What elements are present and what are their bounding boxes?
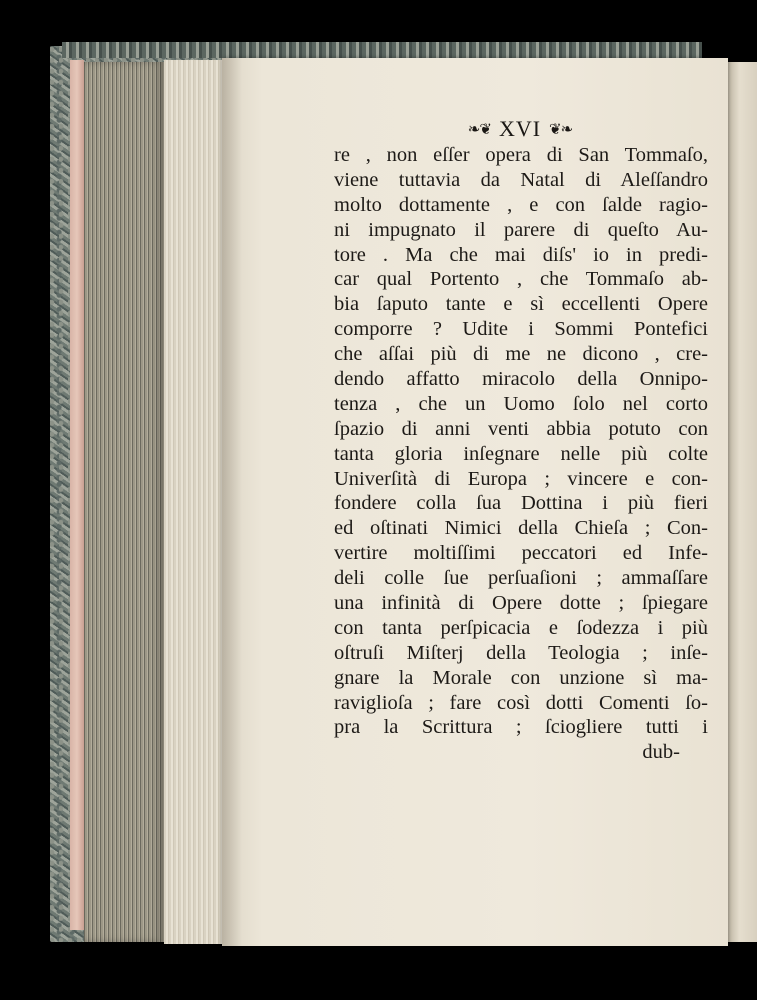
text-line: con tanta perſpicacia e ſodezza i più (334, 616, 708, 639)
facing-page-edge (728, 62, 757, 942)
inner-page-edges (164, 60, 224, 944)
cover-top-edge (62, 42, 702, 58)
text-line: ed oſtinati Nimici della Chieſa ; Con- (334, 517, 708, 540)
text-line: vertire moltiſſimi peccatori ed Infe- (334, 542, 708, 565)
text-line: car qual Portento , che Tommaſo ab- (334, 268, 708, 291)
text-line: tanta gloria inſegnare nelle più colte (334, 442, 708, 465)
text-line: una infinità di Opere dotte ; ſpiegare (334, 592, 708, 615)
text-line: fondere colla ſua Dottina i più fieri (334, 492, 708, 515)
page-number: XVI (498, 116, 542, 141)
gutter-shadow (222, 58, 242, 946)
page-edge-tint (70, 60, 84, 930)
running-head (452, 116, 588, 142)
text-line: Univerſità di Europa ; vincere e con- (334, 467, 708, 490)
text-line: viene tuttavia da Natal di Aleſſandro (334, 168, 708, 191)
catchword: dub- (642, 741, 680, 764)
text-line: tenza , che un Uomo ſolo nel corto (334, 392, 708, 415)
text-line: ni impugnato il parere di queſto Au- (334, 218, 708, 241)
text-line: bia ſaputo tante e sì eccellenti Opere (334, 293, 708, 316)
text-line: comporre ? Udite i Sommi Pontefici (334, 318, 708, 341)
text-line: gnare la Morale con unzione sì ma- (334, 666, 708, 689)
ornament-left-icon: ❧❦ (467, 120, 491, 138)
text-line: molto dottamente , e con ſalde ragio- (334, 193, 708, 216)
text-line: tore . Ma che mai diſs' io in predi- (334, 243, 708, 266)
body-text (334, 143, 708, 765)
text-line: re , non eſſer opera di San Tommaſo, (334, 144, 708, 166)
text-line: deli colle ſue perſuaſioni ; ammaſſare (334, 567, 708, 590)
text-line: ſpazio di anni venti abbia potuto con (334, 417, 708, 440)
text-line: che aſſai più di me ne dicono , cre- (334, 343, 708, 366)
text-line: oſtruſi Miſterj della Teologia ; inſe- (334, 641, 708, 664)
ornament-right-icon: ❦❧ (549, 120, 573, 138)
text-line: dendo affatto miracolo della Onnipo- (334, 368, 708, 391)
text-line: raviglioſa ; fare così dotti Comenti ſo- (334, 691, 708, 714)
text-line: pra la Scrittura ; ſciogliere tutti i (334, 716, 708, 739)
page-block-edge (84, 62, 164, 942)
